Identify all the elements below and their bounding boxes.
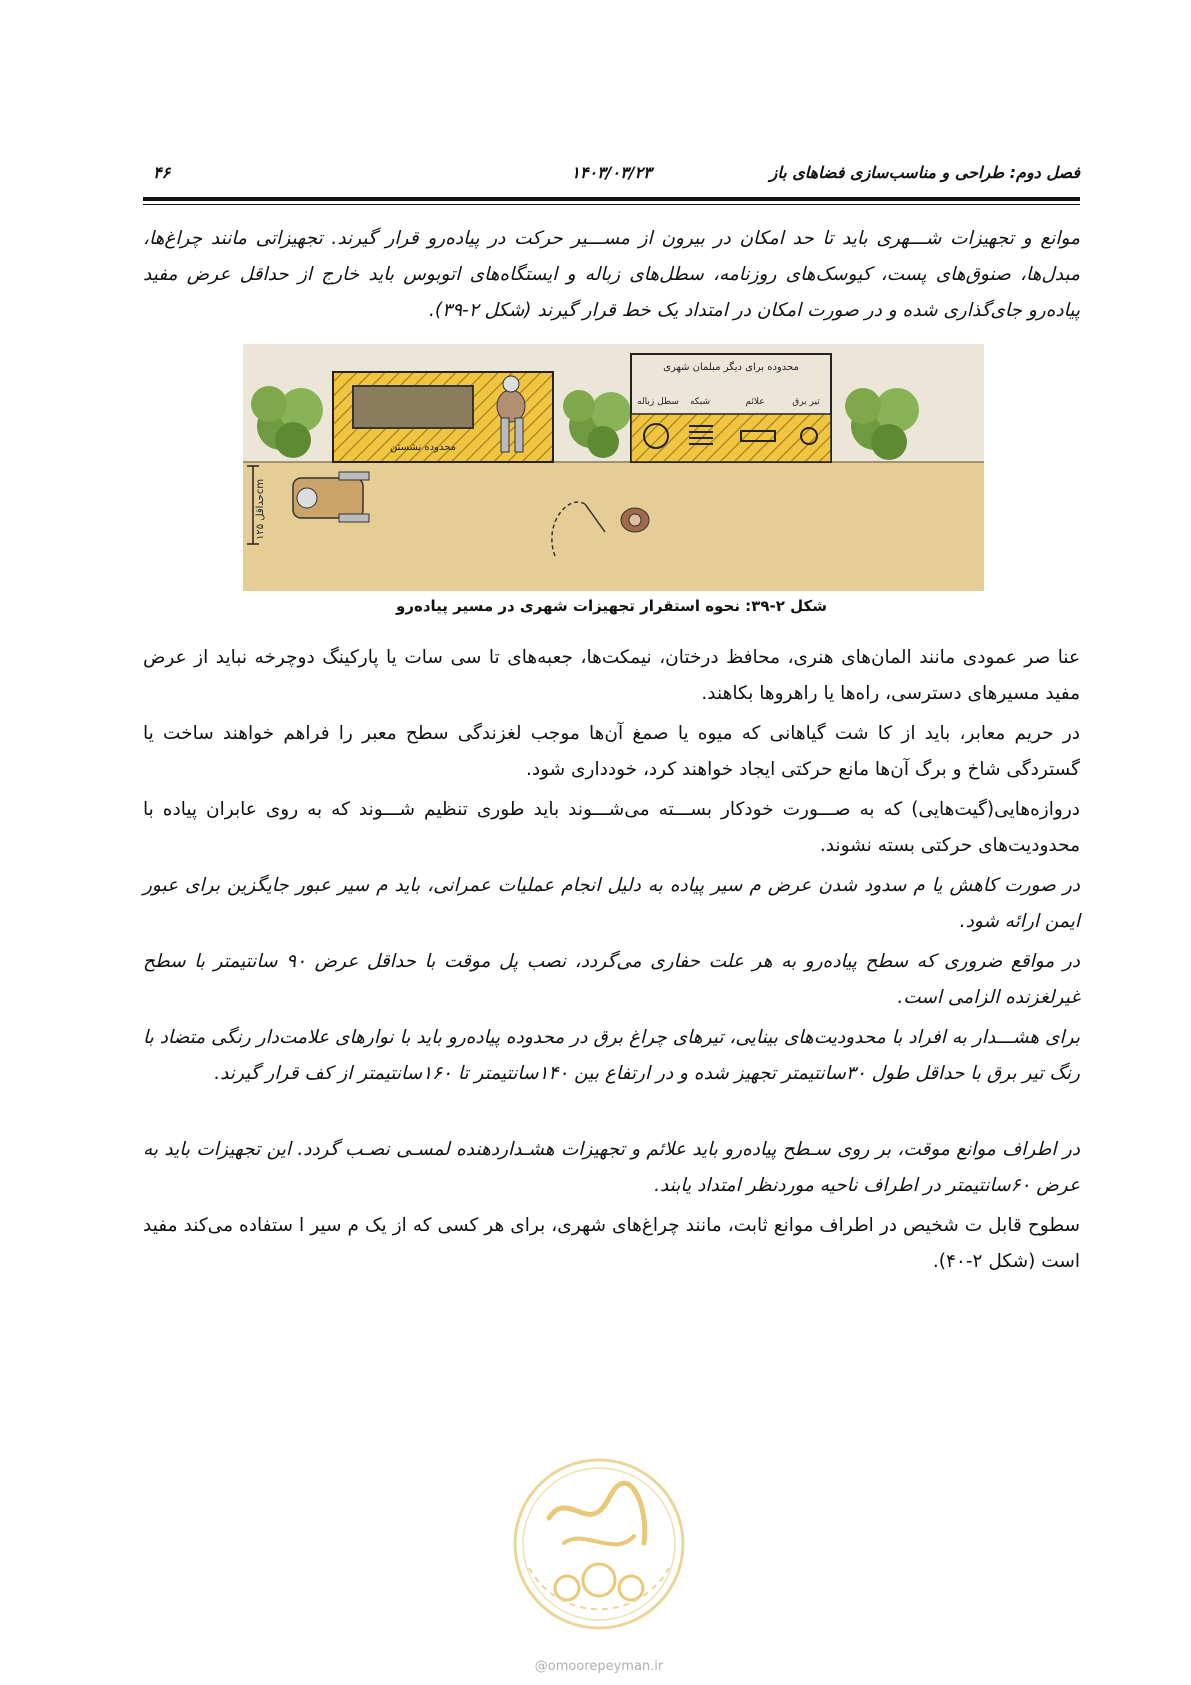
figure-caption: شکل ۲-۳۹: نحوه استقرار تجهیزات شهری در مسیر پیاده‌رو — [396, 597, 827, 615]
paragraph-4: دروازه‌هایی(گیت‌هایی) که به صـــورت خودکار بســـته می‌شـــوند باید طوری تنظیم شـــوند که به روی عابران پیاده با محدودیت‌های حرکتی بسته نشوند. — [143, 799, 1080, 856]
logo-url: @omoorepeyman.ir — [534, 1659, 664, 1674]
trash-label: سطل زباله — [637, 397, 679, 407]
header-date: ۱۴۰۳/۰۳/۲۳ — [571, 163, 652, 182]
bench-icon — [353, 386, 473, 428]
page-header — [143, 163, 1080, 187]
wheelchair-user-icon — [293, 472, 369, 522]
paragraph-2: عنا صر عمودی مانند المان‌های هنری، محافظ درختان، نیمکت‌ها، جعبه‌های تا سی سات یا پارکینگ دوچرخه نباید از عرض مفید مسیرهای دسترسی، راه‌ها یا راهروها بکاهند. — [143, 647, 1080, 704]
paragraph-9: سطوح قابل ت شخیص در اطراف موانع ثابت، مانند چراغ‌های شهری، برای هر کسی که از یک م سیر ا ستفاده می‌کند مفید است (شکل ۲-۴۰). — [143, 1215, 1080, 1272]
figure-street-furniture — [243, 344, 984, 591]
paragraph-1: موانع و تجهیزات شـــهری باید تا حد امکان در بیرون از مســـیر حرکت در پیاده‌رو قرار گیرند. تجهیزاتی مانند چراغ‌ها، مبدل‌ها، صنوق‌های پست، کیوسک‌های روزنامه، سطل‌های زباله و ایستگاه‌های اتوبوس باید خارج از حداقل عرض مفید پیاده‌رو جای‌گذاری شده و در صورت امکان در امتداد یک خط قرار گیرند (شکل ۲-۳۹). — [143, 228, 1080, 321]
paragraph-7: برای هشـــدار به افراد با محدودیت‌های بینایی، تیرهای چراغ برق در محدوده پیاده‌رو باید با نوارهای علامت‌دار رنگی متضاد با رنگ تیر برق با حداقل طول ۳۰سانتیمتر تجهیز شده و در ارتفاع بین ۱۴۰سانتیمتر تا ۱۶۰سانتیمتر از کف قرار گیرند. — [143, 1027, 1080, 1084]
header-rule-thin — [143, 204, 1080, 205]
header-rule-thick — [143, 197, 1080, 201]
seating-label: محدوده نشستن — [389, 442, 457, 453]
grate-label: شبکه — [689, 397, 711, 407]
signs-label: علائم — [745, 397, 765, 407]
paragraph-6: در مواقع ضروری که سطح پیاده‌رو به هر علت حفاری می‌گردد، نصب پل موقت با حداقل عرض ۹۰ سانتیمتر با سطح غیرلغزنده الزامی است. — [143, 951, 1081, 1008]
page-number: ۴۶ — [153, 163, 171, 182]
paragraph-8: در اطراف موانع موقت، بر روی سـطح پیاده‌رو باید علائم و تجهیزات هشـداردهنده لمسـی نصـب گردد. این تجهیزات باید به عرض ۶۰سانتیمتر در اطراف ناحیه موردنظر امتداد یابند. — [143, 1139, 1080, 1196]
min-width-label: حداقل ۱۲۵cm — [255, 478, 266, 540]
paragraph-3: در حریم معابر، باید از کا شت گیاهانی که میوه یا صمغ آن‌ها موجب لغزندگی سطح معبر را فراهم خواهند ساخت یا گستردگی شاخ و برگ آن‌ها مانع حرکتی ایجاد خواهند کرد، خودداری شود. — [143, 723, 1080, 780]
chapter-title: فصل دوم: طراحی و مناسب‌سازی فضاهای باز — [769, 163, 1080, 182]
pole-label: تیر برق — [792, 397, 820, 407]
paragraph-5: در صورت کاهش یا م سدود شدن عرض م سیر پیاده به دلیل انجام عملیات عمرانی، باید م سیر عبور جایگزین برای عبور ایمن ارائه شود. — [143, 875, 1080, 932]
furniture-zone-label: محدوده برای دیگر مبلمان شهری — [663, 362, 799, 373]
watermark-logo — [509, 1448, 689, 1658]
